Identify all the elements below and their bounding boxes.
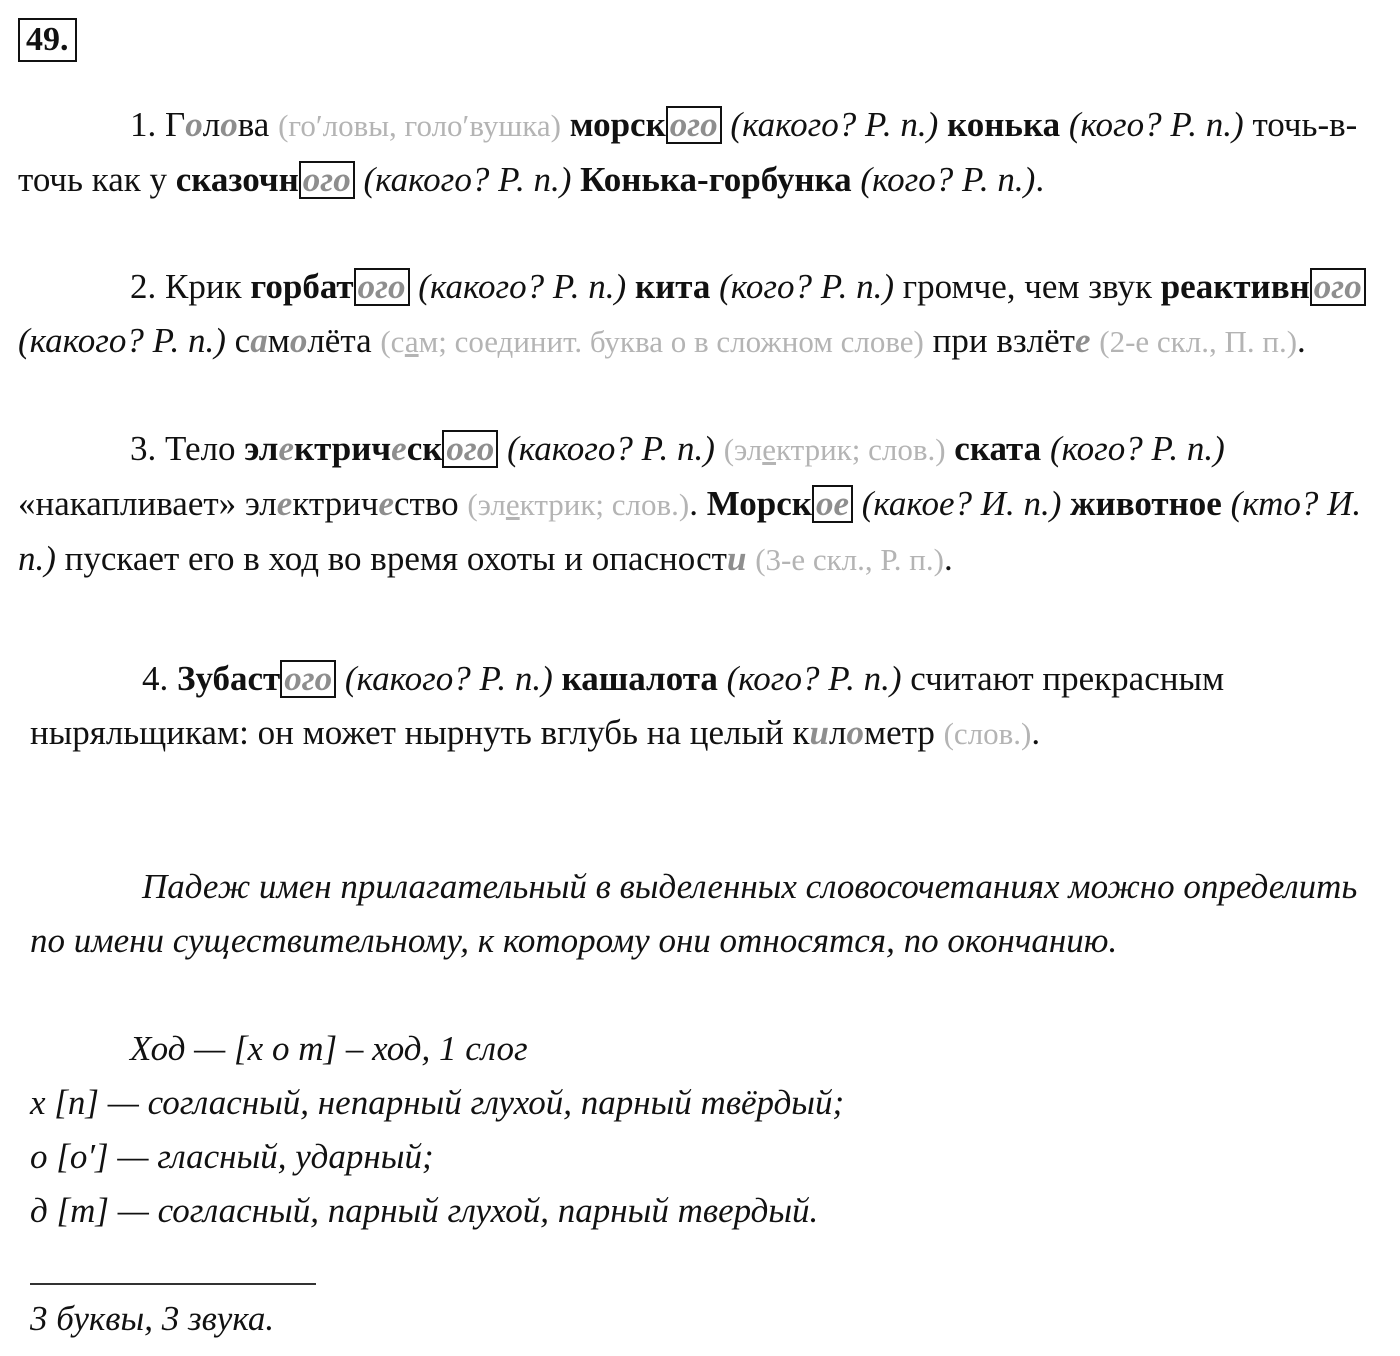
ending-box: ого xyxy=(280,660,336,698)
ending-box: ого xyxy=(1310,268,1366,306)
divider xyxy=(30,1283,316,1285)
ending-box: ое xyxy=(812,485,853,523)
sentence-2: 2. Крик горбат ого (какого? Р. п.) кита (кого? Р. п.) громче, чем звук реактивн ого (какого? Р. п.) самолёта (сам; соединит. буква о в сложном слове) при взлёте (2-е скл., П. п.). xyxy=(18,260,1383,369)
ending-box: ого xyxy=(354,268,410,306)
phonetic-line-2: о [о′] — гласный, ударный; xyxy=(30,1137,434,1176)
exercise-number: 49. xyxy=(18,18,77,62)
ending-box: ого xyxy=(299,161,355,199)
phonetic-line-3: д [т] — согласный, парный глухой, парный твердый. xyxy=(30,1191,819,1230)
hint: (электрик; слов.) xyxy=(723,432,946,467)
phonetic-header: Ход — [х о т] – ход, 1 слог xyxy=(130,1029,528,1068)
hint: (го′ловы, голо′вушка) xyxy=(278,108,561,143)
hint: (2-е скл., П. п.) xyxy=(1099,324,1298,359)
sentence-4: 4. Зубаст ого (какого? Р. п.) кашалота (кого? Р. п.) считают прекрасным ныряльщикам: он может нырнуть вглубь на целый километр (слов.). xyxy=(30,659,1225,752)
hint: (сам; соединит. буква о в сложном слове) xyxy=(380,324,924,359)
hint: (3-е скл., Р. п.) xyxy=(755,542,944,577)
sentence-3: 3. Тело электрическ ого (какого? Р. п.) (электрик; слов.) ската (кого? Р. п.) «накапливает» электричество (электрик; слов.). Морск ое (какое? И. п.) животное (кто? И. п.) пускает его в ход во время охоты и опасности (3-е скл., Р. п.). xyxy=(18,429,1362,578)
hint: (электрик; слов.) xyxy=(467,487,690,522)
phonetic-line-1: х [п] — согласный, непарный глухой, парный твёрдый; xyxy=(30,1083,845,1122)
case-note: Падеж имен прилагательный в выделенных словосочетаниях можно определить по имени существительному, к которому они относятся, по окончанию. xyxy=(30,867,1358,960)
ending-box: ого xyxy=(666,106,722,144)
footnote: 3 буквы, 3 звука. xyxy=(30,1299,275,1338)
ending-box: ого xyxy=(442,430,498,468)
sentence-1: 1. Голова (го′ловы, голо′вушка) морск ого (какого? Р. п.) конька (кого? Р. п.) точь-в-точь как у сказочн ого (какого? Р. п.) Конька-горбунка (кого? Р. п.). xyxy=(18,105,1358,199)
hint: (слов.) xyxy=(943,716,1032,751)
